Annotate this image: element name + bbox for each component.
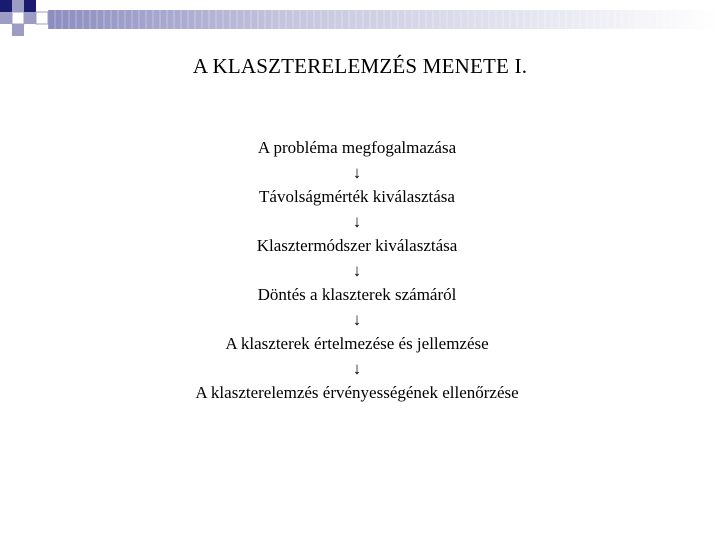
slide-title: A KLASZTERELEMZÉS MENETE I. [192, 54, 528, 78]
step-distance-measure: Távolságmérték kiválasztása [259, 187, 455, 206]
header-decoration [0, 0, 720, 40]
deco-square-light [12, 24, 24, 36]
step-number-of-clusters: Döntés a klaszterek számáról [257, 285, 457, 304]
deco-square-white [12, 12, 24, 24]
down-arrow-icon: ↓ [352, 212, 362, 231]
step-interpretation: A klaszterek értelmezése és jellemzése [225, 334, 489, 353]
down-arrow-icon: ↓ [352, 310, 362, 329]
deco-square-white [36, 12, 48, 24]
down-arrow-icon: ↓ [352, 359, 362, 378]
down-arrow-icon: ↓ [352, 163, 362, 182]
deco-square-light [0, 12, 12, 24]
deco-square-light [24, 12, 36, 24]
deco-square-light [12, 0, 24, 12]
deco-square-navy [24, 0, 36, 12]
deco-square-navy [0, 0, 12, 12]
step-validation: A klaszterelemzés érvényességének ellenőrzése [195, 383, 519, 402]
process-flow [0, 136, 714, 405]
down-arrow-icon: ↓ [352, 261, 362, 280]
step-cluster-method: Klasztermódszer kiválasztása [256, 236, 458, 255]
step-problem-definition: A probléma megfogalmazása [257, 138, 457, 157]
